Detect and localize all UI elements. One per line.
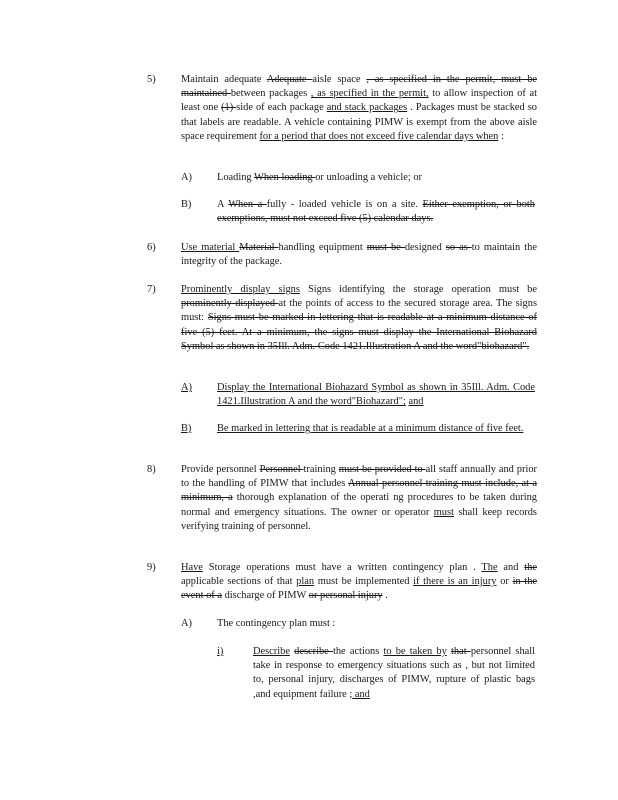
text-run: Provide personnel	[181, 464, 260, 475]
text-run: all staff annually and prior to the handling of PIMW that includes	[181, 464, 537, 490]
inserted-text: and	[408, 396, 424, 408]
subsubitem-label: i)	[217, 646, 224, 657]
text-run: between packages	[230, 88, 311, 100]
text-run: side of each package	[236, 102, 327, 114]
text-run: designed	[404, 242, 446, 253]
deleted-text: (1)	[221, 102, 237, 114]
deleted-text: , as specified in the permit, must be maintained	[181, 74, 537, 100]
text-run: training	[303, 464, 339, 475]
text-run: applicable sections of that	[181, 576, 297, 588]
text-run: The contingency plan must :	[217, 618, 336, 629]
item-8-paragraph	[181, 463, 537, 534]
text-run: Loading	[217, 172, 255, 183]
inserted-text: and	[352, 688, 370, 700]
inserted-text: if there is an injury	[413, 576, 497, 588]
text-run: fully - loaded vehicle is on a site.	[266, 199, 423, 210]
text-run: discharge of PIMW	[221, 590, 309, 602]
text-run: . Packages must be stacked so that labels are readable. A vehicle containing PIMW is exempt from the above aisle space requirement	[181, 102, 537, 142]
inserted-text: and stack packages	[326, 102, 408, 114]
deleted-text: When a	[228, 199, 267, 210]
item-7a-text	[217, 381, 535, 409]
deleted-text: so as	[445, 242, 472, 253]
text-run: thorough explanation of the operati ng procedures to be taken during normal and emergency situations. The owner or operator	[181, 492, 537, 518]
deleted-text: Adequate	[266, 74, 313, 85]
item-9-paragraph	[181, 561, 537, 604]
inserted-text: Display the International Biohazard Symbol as shown in 35Ill. Adm. Code 1421.Illustration A and the word"Biohazard";	[217, 382, 535, 408]
deleted-text: Personnel	[259, 464, 304, 475]
deleted-text: Annual personnel training must include, at a minimum, a	[181, 478, 537, 504]
item-6-paragraph	[181, 241, 537, 269]
item-5-paragraph	[181, 73, 537, 144]
inserted-text: Prominently display signs	[181, 284, 300, 295]
item-number: 8)	[147, 464, 156, 475]
inserted-text: The	[481, 562, 498, 573]
deleted-text: that	[451, 646, 471, 657]
deleted-text: Signs must be marked in lettering that is readable at a minimum distance of five (5) feet. At a minimum, the signs must display the International Biohazard Symbol as shown in 35Ill. Adm. Code 1421.Illustration A and the word"biohazard".	[181, 312, 537, 352]
subitem-label: A)	[181, 382, 192, 393]
text-run: at the points of access to the secured storage area. The signs must:	[181, 298, 537, 324]
text-run: .	[382, 590, 388, 602]
deleted-text: in the event of a	[181, 576, 538, 602]
deleted-text: When loading	[254, 172, 316, 183]
item-5a-text	[217, 171, 535, 185]
subitem-label: B)	[181, 423, 192, 434]
item-9a-i-text	[253, 645, 535, 702]
text-run: the actions	[332, 646, 384, 657]
deleted-text: or personal injury	[308, 590, 383, 602]
text-run: shall keep records verifying training of personnel.	[181, 506, 537, 532]
deleted-text: must be	[366, 242, 405, 253]
inserted-text: , as specified in the permit,	[310, 88, 429, 100]
deleted-text: the	[524, 562, 537, 573]
text-run: or	[496, 576, 513, 588]
item-5b-text	[217, 198, 535, 226]
text-run: :	[498, 130, 504, 142]
item-number: 5)	[147, 74, 156, 85]
inserted-text: Have	[181, 562, 203, 573]
text-run: Maintain adequate	[181, 74, 267, 85]
deleted-text: Either exemption, or both exemptions, must not exceed five (5) calendar days.	[217, 199, 535, 225]
deleted-text: Material	[239, 242, 279, 253]
subitem-label: A)	[181, 172, 192, 183]
inserted-text: Use material	[181, 242, 240, 253]
subitem-label: B)	[181, 199, 192, 210]
text-run: and	[497, 562, 525, 573]
text-run: A	[217, 199, 229, 210]
text-run: handling equipment	[278, 242, 367, 253]
item-7-paragraph	[181, 283, 537, 354]
inserted-text: must	[433, 506, 454, 518]
text-run: or unloading a vehicle; or	[315, 172, 422, 183]
inserted-text: for a period that does not exceed five calendar days when	[259, 130, 499, 142]
text-run: to allow inspection of at least one	[181, 88, 537, 114]
deleted-text: describe	[294, 646, 333, 657]
deleted-text: prominently displayed	[181, 298, 279, 310]
item-9a-text	[217, 617, 535, 631]
inserted-text: Be marked in lettering that is readable at a minimum distance of five feet.	[217, 423, 524, 434]
inserted-text: Describe	[253, 646, 290, 657]
item-number: 6)	[147, 242, 156, 253]
inserted-text: plan	[296, 576, 315, 588]
item-number: 9)	[147, 562, 156, 573]
item-number: 7)	[147, 284, 156, 295]
inserted-text: to be taken by	[383, 646, 447, 657]
subitem-label: A)	[181, 618, 192, 629]
deleted-text: must be provided to	[338, 464, 426, 475]
text-run: Signs identifying the storage operation must be	[299, 284, 537, 295]
text-run: personnel shall take in response to emergency situations such as , but not limited to, personal injury, discharges of PIMW, rupture of plastic bags ,and equipment failure ;	[253, 646, 536, 700]
item-7b-text	[217, 422, 535, 436]
text-run: Storage operations must have a written contingency plan .	[202, 562, 482, 573]
text-run: aisle space	[312, 74, 367, 85]
text-run: must be implemented	[314, 576, 414, 588]
text-run: to maintain the integrity of the package.	[181, 242, 537, 268]
